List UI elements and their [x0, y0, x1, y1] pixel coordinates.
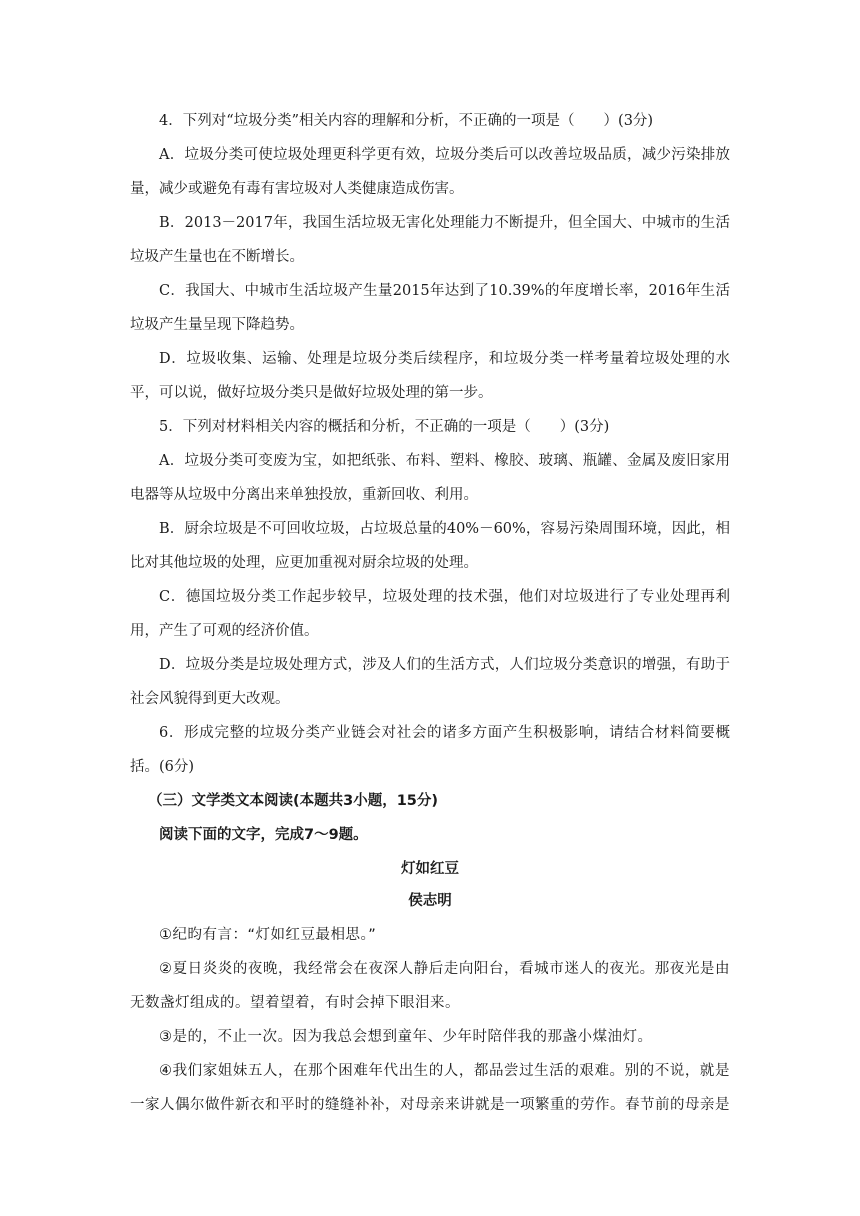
question-4-option-c: C．我国大、中城市生活垃圾产生量2015年达到了10.39%的年度增长率，2016年生活垃圾产生量呈现下降趋势。	[130, 283, 730, 333]
question-4-stem: 4．下列对“垃圾分类”相关内容的理解和分析，不正确的一项是（ ）(3分)	[159, 113, 654, 129]
story-paragraph-2: ②夏日炎炎的夜晚，我经常会在夜深人静后走向阳台，看城市迷人的夜光。那夜光是由无数盏灯组成的。望着望着，有时会掉下眼泪来。	[130, 961, 730, 1011]
question-5-stem: 5．下列对材料相关内容的概括和分析，不正确的一项是（ ）(3分)	[159, 419, 610, 435]
question-4-option-b: B．2013－2017年，我国生活垃圾无害化处理能力不断提升，但全国大、中城市的生活垃圾产生量也在不断增长。	[130, 215, 730, 265]
story-paragraph-4: ④我们家姐妹五人，在那个困难年代出生的人，都品尝过生活的艰难。别的不说，就是一家人偶尔做件新衣和平时的缝缝补补，对母亲来讲就是一项繁重的劳作。春节前的母亲是	[130, 1063, 730, 1113]
question-5-option-a: A．垃圾分类可变废为宝，如把纸张、布料、塑料、橡胶、玻璃、瓶罐、金属及废旧家用电器等从垃圾中分离出来单独投放，重新回收、利用。	[130, 453, 730, 503]
section-instruction: 阅读下面的文字，完成7～9题。	[159, 827, 368, 843]
question-6-stem: 6．形成完整的垃圾分类产业链会对社会的诸多方面产生积极影响，请结合材料简要概括。(6分)	[130, 725, 730, 775]
question-5-option-b: B．厨余垃圾是不可回收垃圾，占垃圾总量的40%－60%，容易污染周围环境，因此，相比对其他垃圾的处理，应更加重视对厨余垃圾的处理。	[130, 521, 730, 571]
story-paragraph-3: ③是的，不止一次。因为我总会想到童年、少年时陪伴我的那盏小煤油灯。	[159, 1029, 653, 1045]
question-4-option-a: A．垃圾分类可使垃圾处理更科学更有效，垃圾分类后可以改善垃圾品质，减少污染排放量，减少或避免有毒有害垃圾对人类健康造成伤害。	[130, 147, 730, 197]
story-paragraph-1: ①纪昀有言：“灯如红豆最相思。”	[159, 927, 377, 943]
question-5-option-c: C．德国垃圾分类工作起步较早，垃圾处理的技术强，他们对垃圾进行了专业处理再利用，产生了可观的经济价值。	[130, 589, 730, 639]
question-4-option-d: D．垃圾收集、运输、处理是垃圾分类后续程序，和垃圾分类一样考量着垃圾处理的水平，可以说，做好垃圾分类只是做好垃圾处理的第一步。	[130, 351, 730, 401]
question-5-option-d: D．垃圾分类是垃圾处理方式，涉及人们的生活方式，人们垃圾分类意识的增强，有助于社会风貌得到更大改观。	[130, 657, 730, 707]
story-title: 灯如红豆	[401, 861, 459, 877]
story-author: 侯志明	[408, 893, 452, 909]
section-heading: （三）文学类文本阅读(本题共3小题，15分)	[148, 793, 439, 809]
